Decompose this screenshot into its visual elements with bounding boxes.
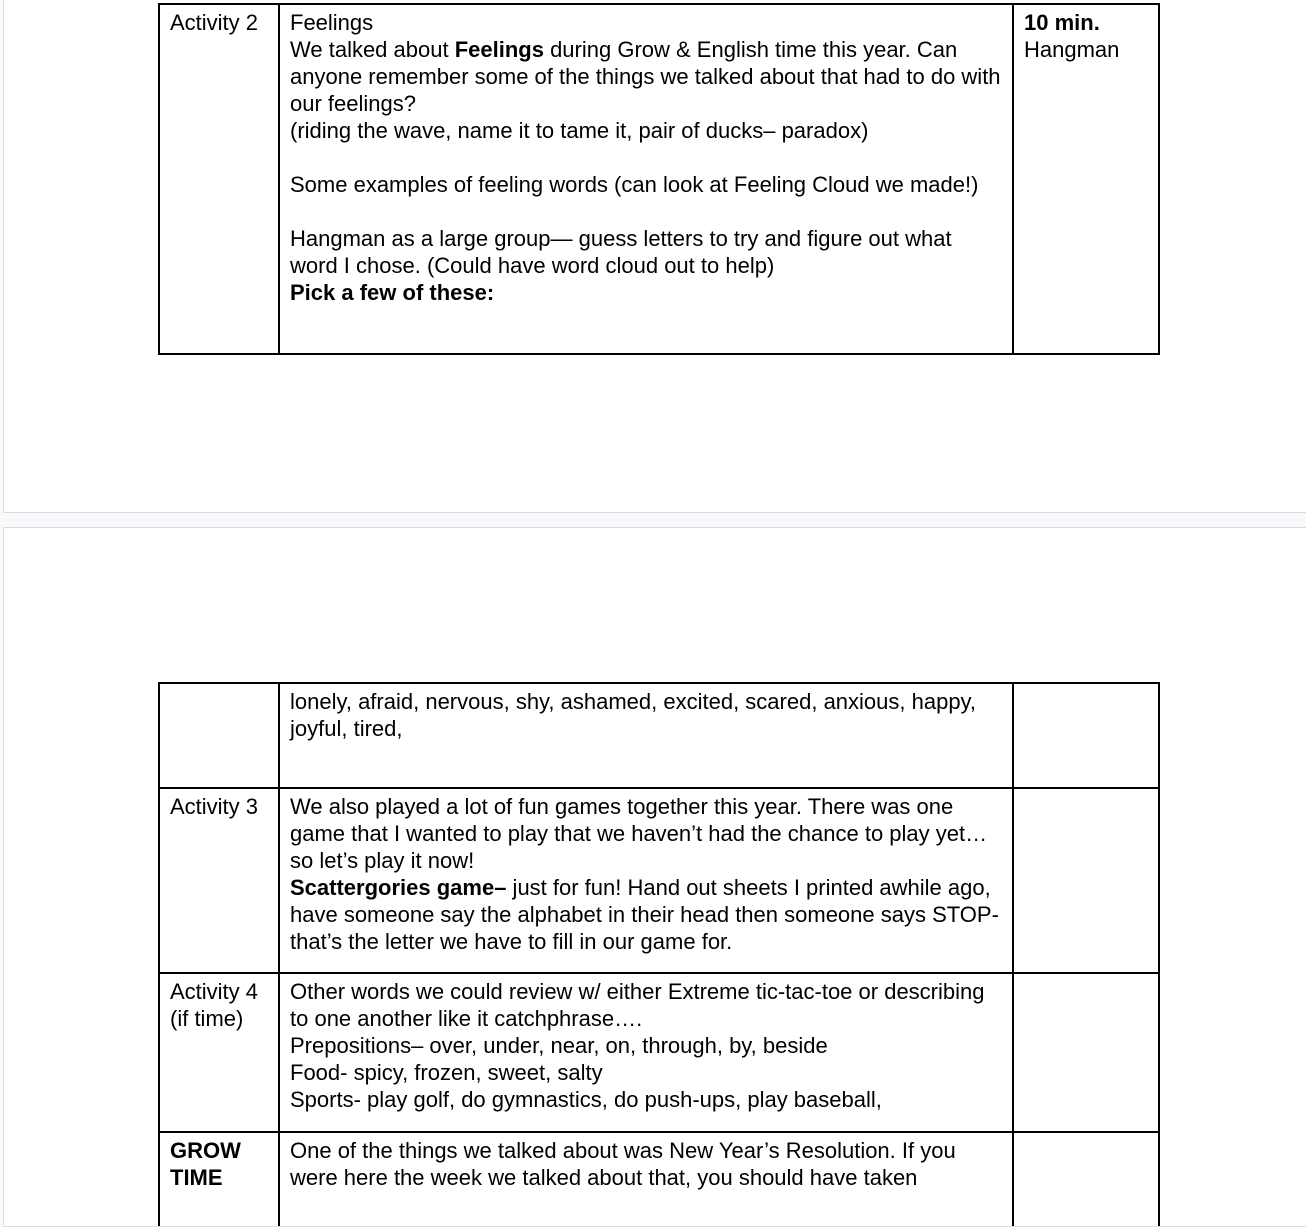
feelings-bold: Feelings [454, 37, 544, 62]
activity-2-time [1013, 4, 1159, 354]
activity-2-duration: 10 min. [1024, 10, 1100, 35]
scattergories-bold: Scattergories game– [290, 875, 507, 900]
activity-2-hangman-instructions: Hangman as a large group— guess letters to try and figure out what word I chose. (Could have word cloud out to help) [290, 226, 952, 278]
activity-4-time [1013, 973, 1159, 1132]
activity-4-intro: Other words we could review w/ either Extreme tic-tac-toe or describing to one another like it catchphrase…. [290, 979, 985, 1031]
activity-3-intro: We also played a lot of fun games together this year. There was one game that I wanted to play that we haven’t had the chance to play yet…so let’s play it now! [290, 794, 988, 873]
grow-time-description: One of the things we talked about was New Year’s Resolution. If you were here the week we talked about that, you should have taken [279, 1132, 1013, 1227]
continued-time [1013, 683, 1159, 788]
table-row-activity-3 [159, 788, 1159, 973]
activity-4-label: Activity 4 (if time) [159, 973, 279, 1132]
grow-time-label: GROW TIME [159, 1132, 279, 1227]
activity-2-examples: (riding the wave, name it to tame it, pair of ducks– paradox) [290, 118, 869, 143]
activity-3-description [279, 788, 1013, 973]
activity-4-description [279, 973, 1013, 1132]
activity-3-game: Scattergories game– just for fun! Hand out sheets I printed awhile ago, have someone say the alphabet in their head then someone says STOP- that’s the letter we have to fill in our game for. [290, 875, 999, 954]
activity-4-prepositions: Prepositions– over, under, near, on, through, by, beside [290, 1033, 828, 1058]
lesson-plan-table-page-1 [158, 3, 1160, 355]
activity-4-food: Food- spicy, frozen, sweet, salty [290, 1060, 603, 1085]
activity-2-description [279, 4, 1013, 354]
table-row-activity-4 [159, 973, 1159, 1132]
activity-2-label: Activity 2 [159, 4, 279, 354]
activity-2-title: Feelings [290, 10, 374, 35]
continued-label [159, 683, 279, 788]
table-row-activity-2 [159, 4, 1159, 354]
activity-2-pick-few: Pick a few of these: [290, 280, 495, 305]
activity-3-label: Activity 3 [159, 788, 279, 973]
activity-2-feeling-words: Some examples of feeling words (can look at Feeling Cloud we made!) [290, 172, 979, 197]
activity-2-intro: We talked about Feelings during Grow & English time this year. Can anyone remember some of the things we talked about that had to do with our feelings? [290, 37, 1001, 116]
feeling-words-list: lonely, afraid, nervous, shy, ashamed, excited, scared, anxious, happy, joyful, tired, [279, 683, 1013, 788]
lesson-plan-table-page-2 [158, 682, 1160, 1227]
document-page-1 [3, 0, 1306, 513]
activity-3-time [1013, 788, 1159, 973]
document-page-2 [3, 527, 1306, 1227]
grow-time-time [1013, 1132, 1159, 1227]
table-row-continued [159, 683, 1159, 788]
table-row-grow-time [159, 1132, 1159, 1227]
activity-2-game: Hangman [1024, 37, 1120, 62]
activity-4-sports: Sports- play golf, do gymnastics, do push-ups, play baseball, [290, 1087, 882, 1112]
